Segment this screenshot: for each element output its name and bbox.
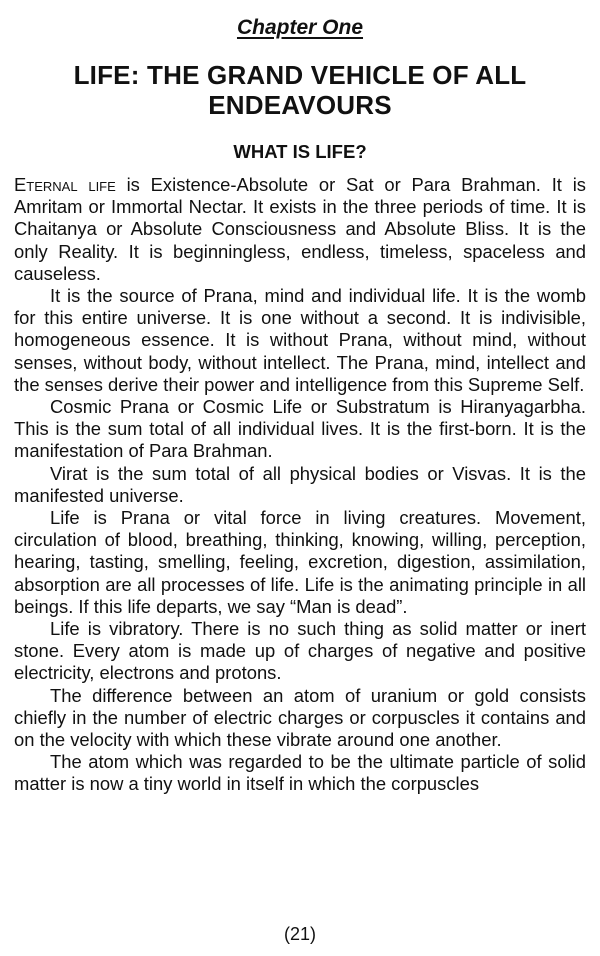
chapter-title-line-1: LIFE: THE GRAND VEHICLE OF ALL bbox=[73, 60, 527, 90]
paragraph-7: The difference between an atom of uranium or gold consists chiefly in the number of electric charges or corpuscles it contains and on the velocity with which these vibrate around one another. bbox=[14, 684, 586, 751]
paragraph-8: The atom which was regarded to be the ultimate particle of solid matter is now a tiny world in itself in which the corpuscles bbox=[14, 751, 586, 795]
paragraph-1 bbox=[14, 174, 586, 285]
paragraph-1-text: is Existence-Absolute or Sat or Para Brahman. It is Amritam or Immortal Nectar. It exists in the three periods of time. It is Chaitanya or Absolute Consciousness and Absolute Bliss. It is the only Reality. It is beginningless, endless, timeless, spaceless and causeless. bbox=[14, 174, 586, 284]
paragraph-5: Life is Prana or vital force in living creatures. Movement, circulation of blood, breathing, thinking, knowing, willing, perception, hearing, tasting, smelling, feeling, excretion, digestion, assimilation, absorption are all processes of life. Life is the animating principle in all beings. If this life departs, we say “Man is dead”. bbox=[14, 507, 586, 617]
paragraph-3: Cosmic Prana or Cosmic Life or Substratum is Hiranyagarbha. This is the sum total of all individual lives. It is the first-born. It is the manifestation of Para Brahman. bbox=[14, 396, 586, 462]
chapter-label-text: Chapter One bbox=[236, 16, 364, 39]
section-heading: WHAT IS LIFE? bbox=[233, 141, 367, 162]
paragraph-1-lead: Eternal life bbox=[14, 174, 116, 195]
chapter-label bbox=[14, 16, 586, 40]
chapter-title-line-2: ENDEAVOURS bbox=[208, 90, 392, 120]
body-text bbox=[14, 174, 586, 796]
paragraph-4: Virat is the sum total of all physical bodies or Visvas. It is the manifested universe. bbox=[14, 462, 586, 506]
paragraph-2: It is the source of Prana, mind and individual life. It is the womb for this entire universe. It is one without a second. It is indivisible, homogeneous essence. It is without Prana, without mind, without senses, without body, without intellect. The Prana, mind, intellect and the senses derive their power and intelligence from this Supreme Self. bbox=[14, 285, 586, 395]
book-page bbox=[14, 0, 586, 956]
paragraph-6: Life is vibratory. There is no such thing as solid matter or inert stone. Every atom is made up of charges of negative and positive electricity, electrons and protons. bbox=[14, 618, 586, 684]
chapter-title bbox=[14, 60, 586, 120]
page-number: (21) bbox=[283, 924, 316, 944]
